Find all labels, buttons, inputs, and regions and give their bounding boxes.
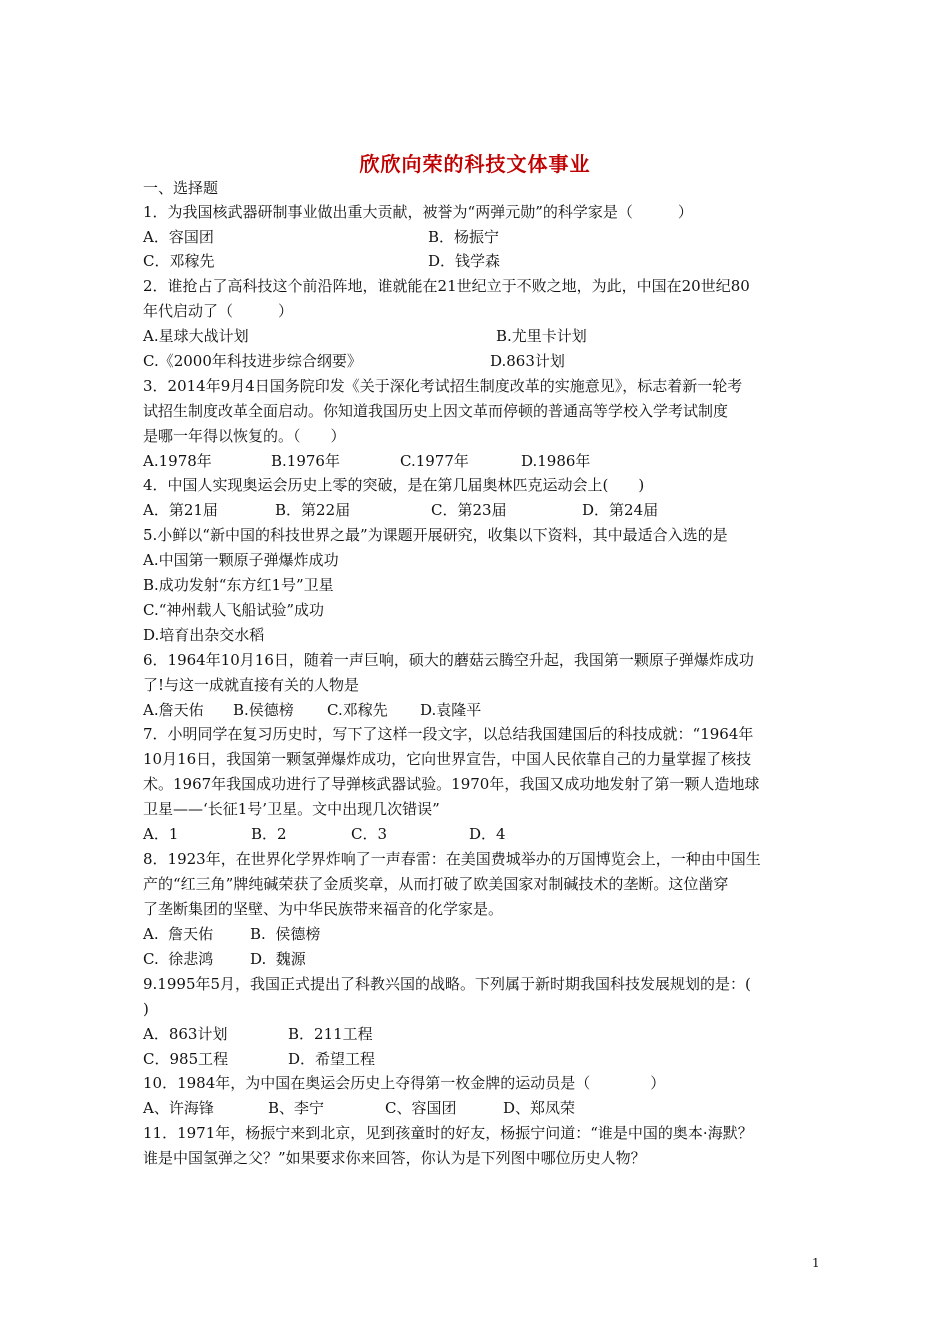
question-8-option-a: A. 詹天佑 (143, 925, 214, 943)
question-10-option-c: C、容国团 (385, 1099, 457, 1117)
question-9-option-b: B．211工程 (288, 1025, 373, 1043)
question-6-option-b: B.侯德榜 (233, 701, 294, 719)
question-8-stem-line3: 了垄断集团的坚壁、为中华民族带来福音的化学家是。 (143, 900, 504, 918)
question-7-option-c: C．3 (351, 825, 388, 843)
question-1-option-a: A．容国团 (143, 228, 214, 246)
question-5-option-b: B.成功发射“东方红1号”卫星 (143, 576, 334, 594)
question-7-stem-line1: 7．小明同学在复习历史时，写下了这样一段文字，以总结我国建国后的科技成就：“1964年 (143, 725, 754, 743)
question-6-stem-line1: 6．1964年10月16日，随着一声巨响，硕大的蘑菇云腾空升起，我国第一颗原子弹爆炸成功 (143, 651, 754, 669)
question-7-option-b: B．2 (251, 825, 287, 843)
question-1-option-c: C．邓稼先 (143, 252, 215, 270)
question-2-option-c: C.《2000年科技进步综合纲要》 (143, 352, 362, 370)
question-11-stem-line2: 谁是中国氢弹之父？”如果要求你来回答，你认为是下列图中哪位历史人物？ (143, 1149, 646, 1167)
question-7-stem-line4: 卫星——‘长征1号’卫星。文中出现几次错误” (143, 800, 440, 818)
question-4-stem: 4．中国人实现奥运会历史上零的突破，是在第几届奥林匹克运动会上( ) (143, 476, 645, 494)
question-3-option-b: B.1976年 (271, 452, 340, 470)
question-7-option-a: A．1 (143, 825, 179, 843)
page-title: 欣欣向荣的科技文体事业 (359, 152, 591, 176)
question-3-stem-line1: 3．2014年9月4日国务院印发《关于深化考试招生制度改革的实施意见》，标志着新一轮考 (143, 377, 743, 395)
question-10-option-b: B、李宁 (268, 1099, 325, 1117)
question-6-option-d: D.袁隆平 (420, 701, 482, 719)
question-10-option-a: A、许海锋 (143, 1099, 214, 1117)
question-9-stem-line2: ) (143, 1000, 149, 1018)
question-2-stem-line2: 年代启动了（ ） (143, 302, 294, 320)
question-9-option-d: D．希望工程 (288, 1050, 376, 1068)
question-8-option-b: B. 侯德榜 (250, 925, 321, 943)
question-5-stem: 5.小鲜以“新中国的科技世界之最”为课题开展研究，收集以下资料，其中最适合入选的是 (143, 526, 728, 544)
question-6-option-a: A.詹天佑 (143, 701, 204, 719)
question-9-option-c: C．985工程 (143, 1050, 229, 1068)
question-9-option-a: A．863计划 (143, 1025, 228, 1043)
question-4-option-a: A．第21届 (143, 501, 218, 519)
question-2-stem-line1: 2．谁抢占了高科技这个前沿阵地，谁就能在21世纪立于不败之地，为此，中国在20世纪80 (143, 277, 750, 295)
question-3-stem-line2: 试招生制度改革全面启动。你知道我国历史上因文革而停顿的普通高等学校入学考试制度 (143, 402, 729, 420)
question-7-stem-line3: 术。1967年我国成功进行了导弹核武器试验。1970年，我国又成功地发射了第一颗人造地球 (143, 775, 760, 793)
question-3-option-a: A.1978年 (143, 452, 212, 470)
question-8-option-c: C. 徐悲鸿 (143, 950, 214, 968)
question-4-option-b: B．第22届 (275, 501, 351, 519)
question-2-option-d: D.863计划 (490, 352, 565, 370)
section-heading: 一、选择题 (143, 179, 219, 197)
question-4-option-c: C．第23届 (431, 501, 507, 519)
question-3-stem-line3: 是哪一年得以恢复的。（ ） (143, 427, 346, 445)
question-10-option-d: D、郑凤荣 (503, 1099, 576, 1117)
question-1-option-d: D．钱学森 (428, 252, 501, 270)
question-8-stem-line2: 产的“红三角”牌纯碱荣获了金质奖章，从而打破了欧美国家对制碱技术的垄断。这位凿穿 (143, 875, 729, 893)
question-7-stem-line2: 10月16日，我国第一颗氢弹爆炸成功，它向世界宣告，中国人民依靠自己的力量掌握了核技 (143, 750, 752, 768)
question-5-option-c: C.“神州载人飞船试验”成功 (143, 601, 325, 619)
question-10-stem: 10．1984年，为中国在奥运会历史上夺得第一枚金牌的运动员是（ ） (143, 1074, 666, 1092)
question-4-option-d: D．第24届 (582, 501, 659, 519)
question-5-option-a: A.中国第一颗原子弹爆炸成功 (143, 551, 339, 569)
question-3-option-d: D.1986年 (521, 452, 591, 470)
page-number: 1 (812, 1256, 820, 1270)
question-2-option-a: A.星球大战计划 (143, 327, 249, 345)
question-8-option-d: D. 魏源 (250, 950, 306, 968)
question-6-stem-line2: 了!与这一成就直接有关的人物是 (143, 676, 360, 694)
question-7-option-d: D．4 (469, 825, 506, 843)
question-3-option-c: C.1977年 (400, 452, 469, 470)
question-8-stem-line1: 8．1923年，在世界化学界炸响了一声春雷：在美国费城举办的万国博览会上，一种由中国生 (143, 850, 761, 868)
question-2-option-b: B.尤里卡计划 (496, 327, 587, 345)
question-1-stem: 1．为我国核武器研制事业做出重大贡献，被誉为“两弹元勋”的科学家是（ ） (143, 203, 693, 221)
question-9-stem-line1: 9.1995年5月，我国正式提出了科教兴国的战略。下列属于新时期我国科技发展规划的是：( (143, 975, 751, 993)
question-1-option-b: B．杨振宁 (428, 228, 500, 246)
question-11-stem-line1: 11．1971年，杨振宁来到北京，见到孩童时的好友，杨振宁问道：“谁是中国的奥本·海默？ (143, 1124, 753, 1142)
question-6-option-c: C.邓稼先 (327, 701, 388, 719)
question-5-option-d: D.培育出杂交水稻 (143, 626, 265, 644)
